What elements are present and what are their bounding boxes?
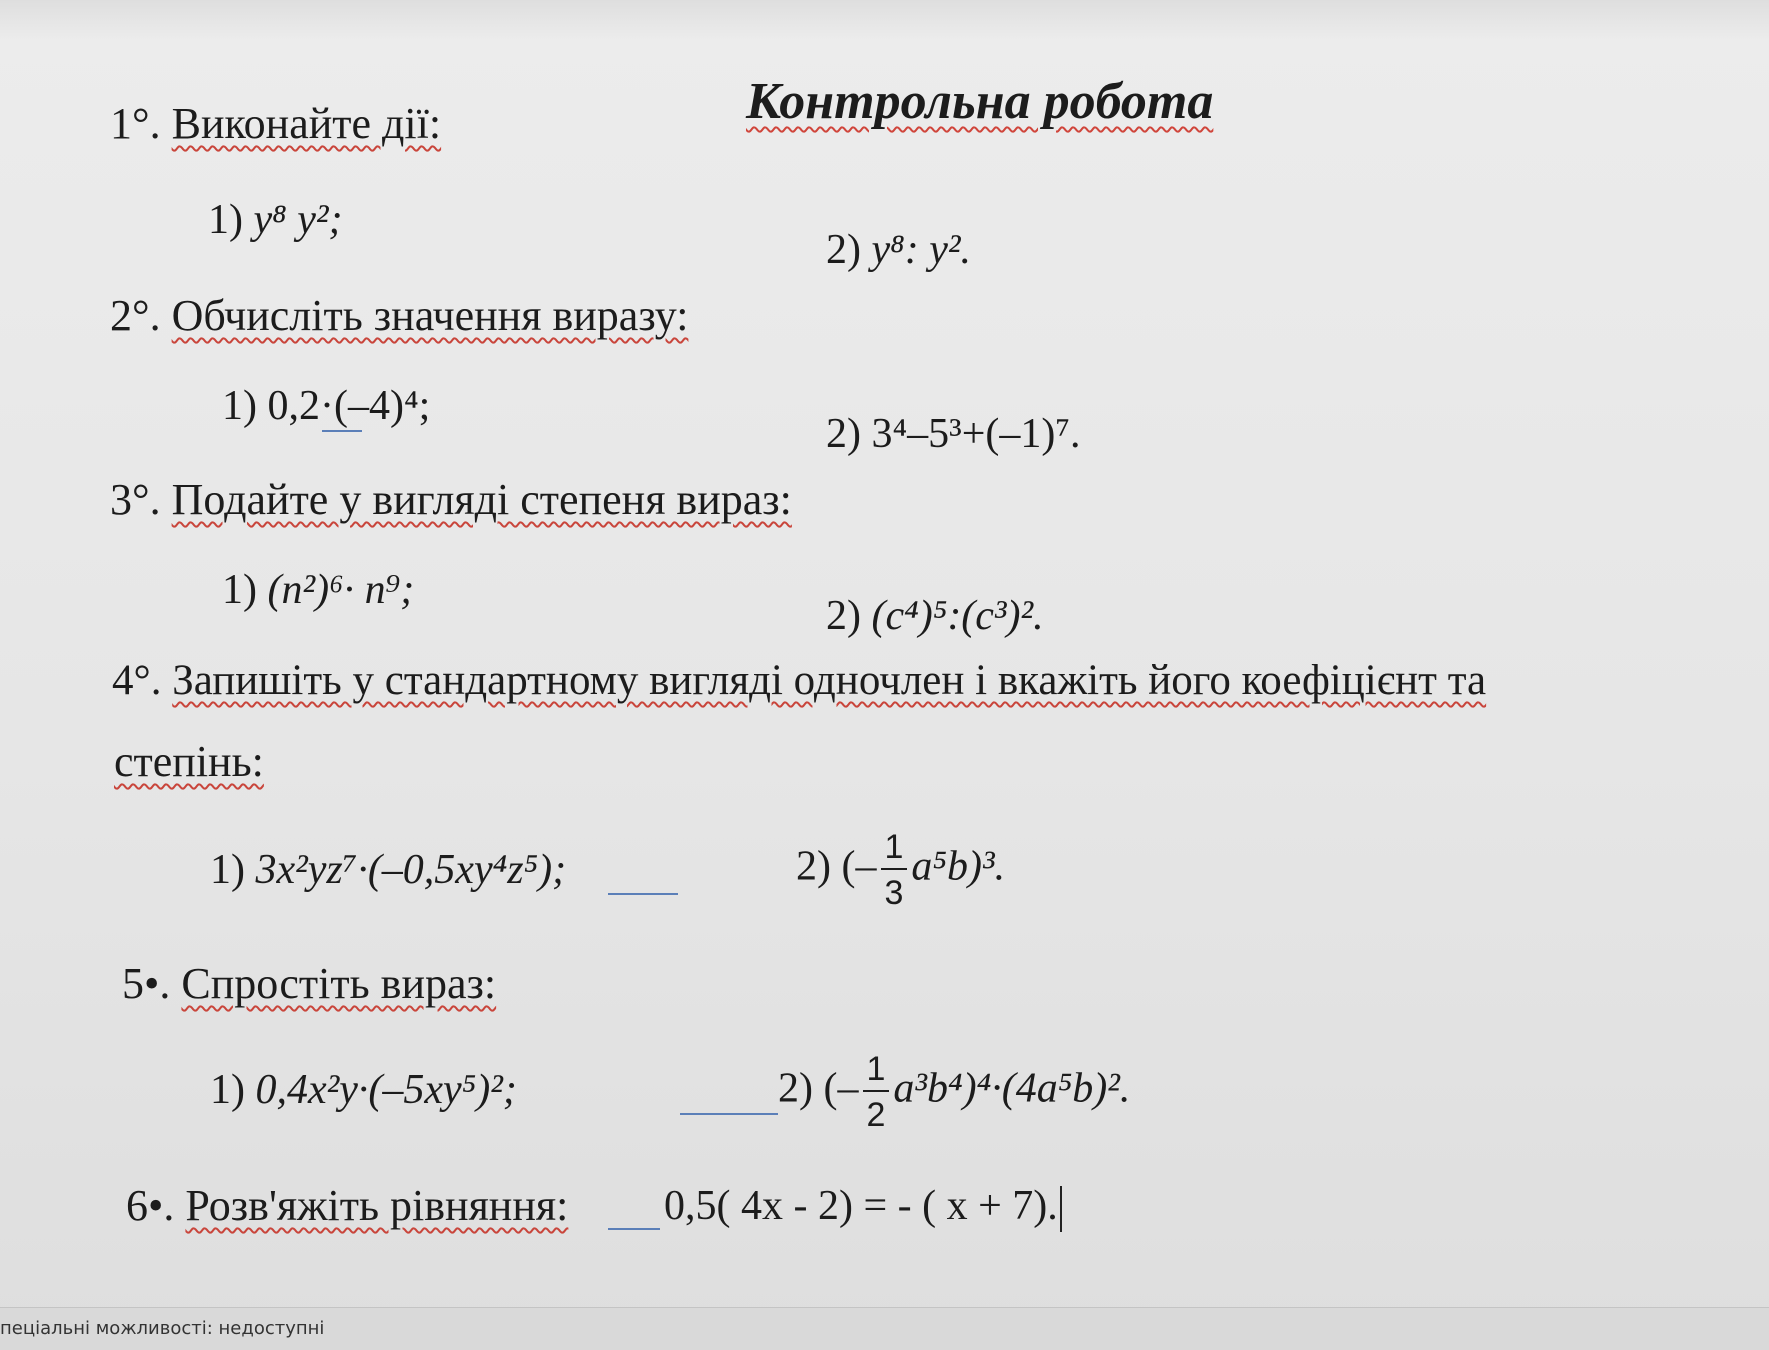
- task-5-heading: 5•. Спростіть вираз:: [122, 959, 497, 1008]
- status-bar: [0, 1307, 1769, 1350]
- task-1-item-2: 2) y⁸: y².: [826, 227, 971, 273]
- task-4-heading-continued: степінь:: [114, 737, 264, 786]
- task-4-heading: 4°. Запишіть у стандартному вигляді одночлен і вкажіть його коефіцієнт та: [112, 657, 1487, 704]
- fraction-one-half: $\frac{1}{2}$: [863, 1052, 890, 1132]
- task-3-heading: 3°. Подайте у вигляді степеня вираз:: [110, 475, 792, 524]
- grammar-underline: [608, 1228, 660, 1230]
- task-5-item-1: 1) 0,4x²y·(–5xy⁵)²;: [210, 1067, 517, 1113]
- task-6-equation[interactable]: 0,5( 4x - 2) = - ( x + 7).: [664, 1182, 1062, 1232]
- task-6-heading: 6•. Розв'яжіть рівняння:: [126, 1181, 569, 1230]
- task-5-item-2: 2) (– $\frac{1}{2}$ a³b⁴)⁴·(4a⁵b)².: [778, 1050, 1131, 1134]
- task-1-heading: 1°. Виконайте дії:: [110, 99, 442, 148]
- text-cursor: [1060, 1186, 1062, 1232]
- grammar-underline: [322, 430, 362, 432]
- task-2-item-1: 1) 0,2·(–4)⁴;: [222, 383, 431, 429]
- task-2-heading: 2°. Обчисліть значення виразу:: [110, 291, 689, 340]
- task-4-item-1: 1) 3x²yz⁷·(–0,5xy⁴z⁵);: [210, 847, 567, 893]
- grammar-underline: [608, 893, 678, 895]
- fraction-one-third: $\frac{1}{3}$: [881, 830, 908, 910]
- task-3-item-1: 1) (n²)⁶· n⁹;: [222, 567, 415, 613]
- task-2-item-2: 2) 3⁴–5³+(–1)⁷.: [826, 411, 1081, 457]
- task-4-item-2: 2) (– $\frac{1}{3}$ a⁵b)³.: [796, 828, 1006, 912]
- document-title: Контрольна робота: [746, 73, 1214, 130]
- grammar-underline: [680, 1113, 778, 1115]
- accessibility-status[interactable]: пеціальні можливості: недоступні: [0, 1318, 325, 1339]
- top-shadow: [0, 0, 1769, 40]
- task-1-item-1: 1) y⁸ y²;: [208, 197, 343, 243]
- task-3-item-2: 2) (c⁴)⁵:(c³)².: [826, 593, 1044, 639]
